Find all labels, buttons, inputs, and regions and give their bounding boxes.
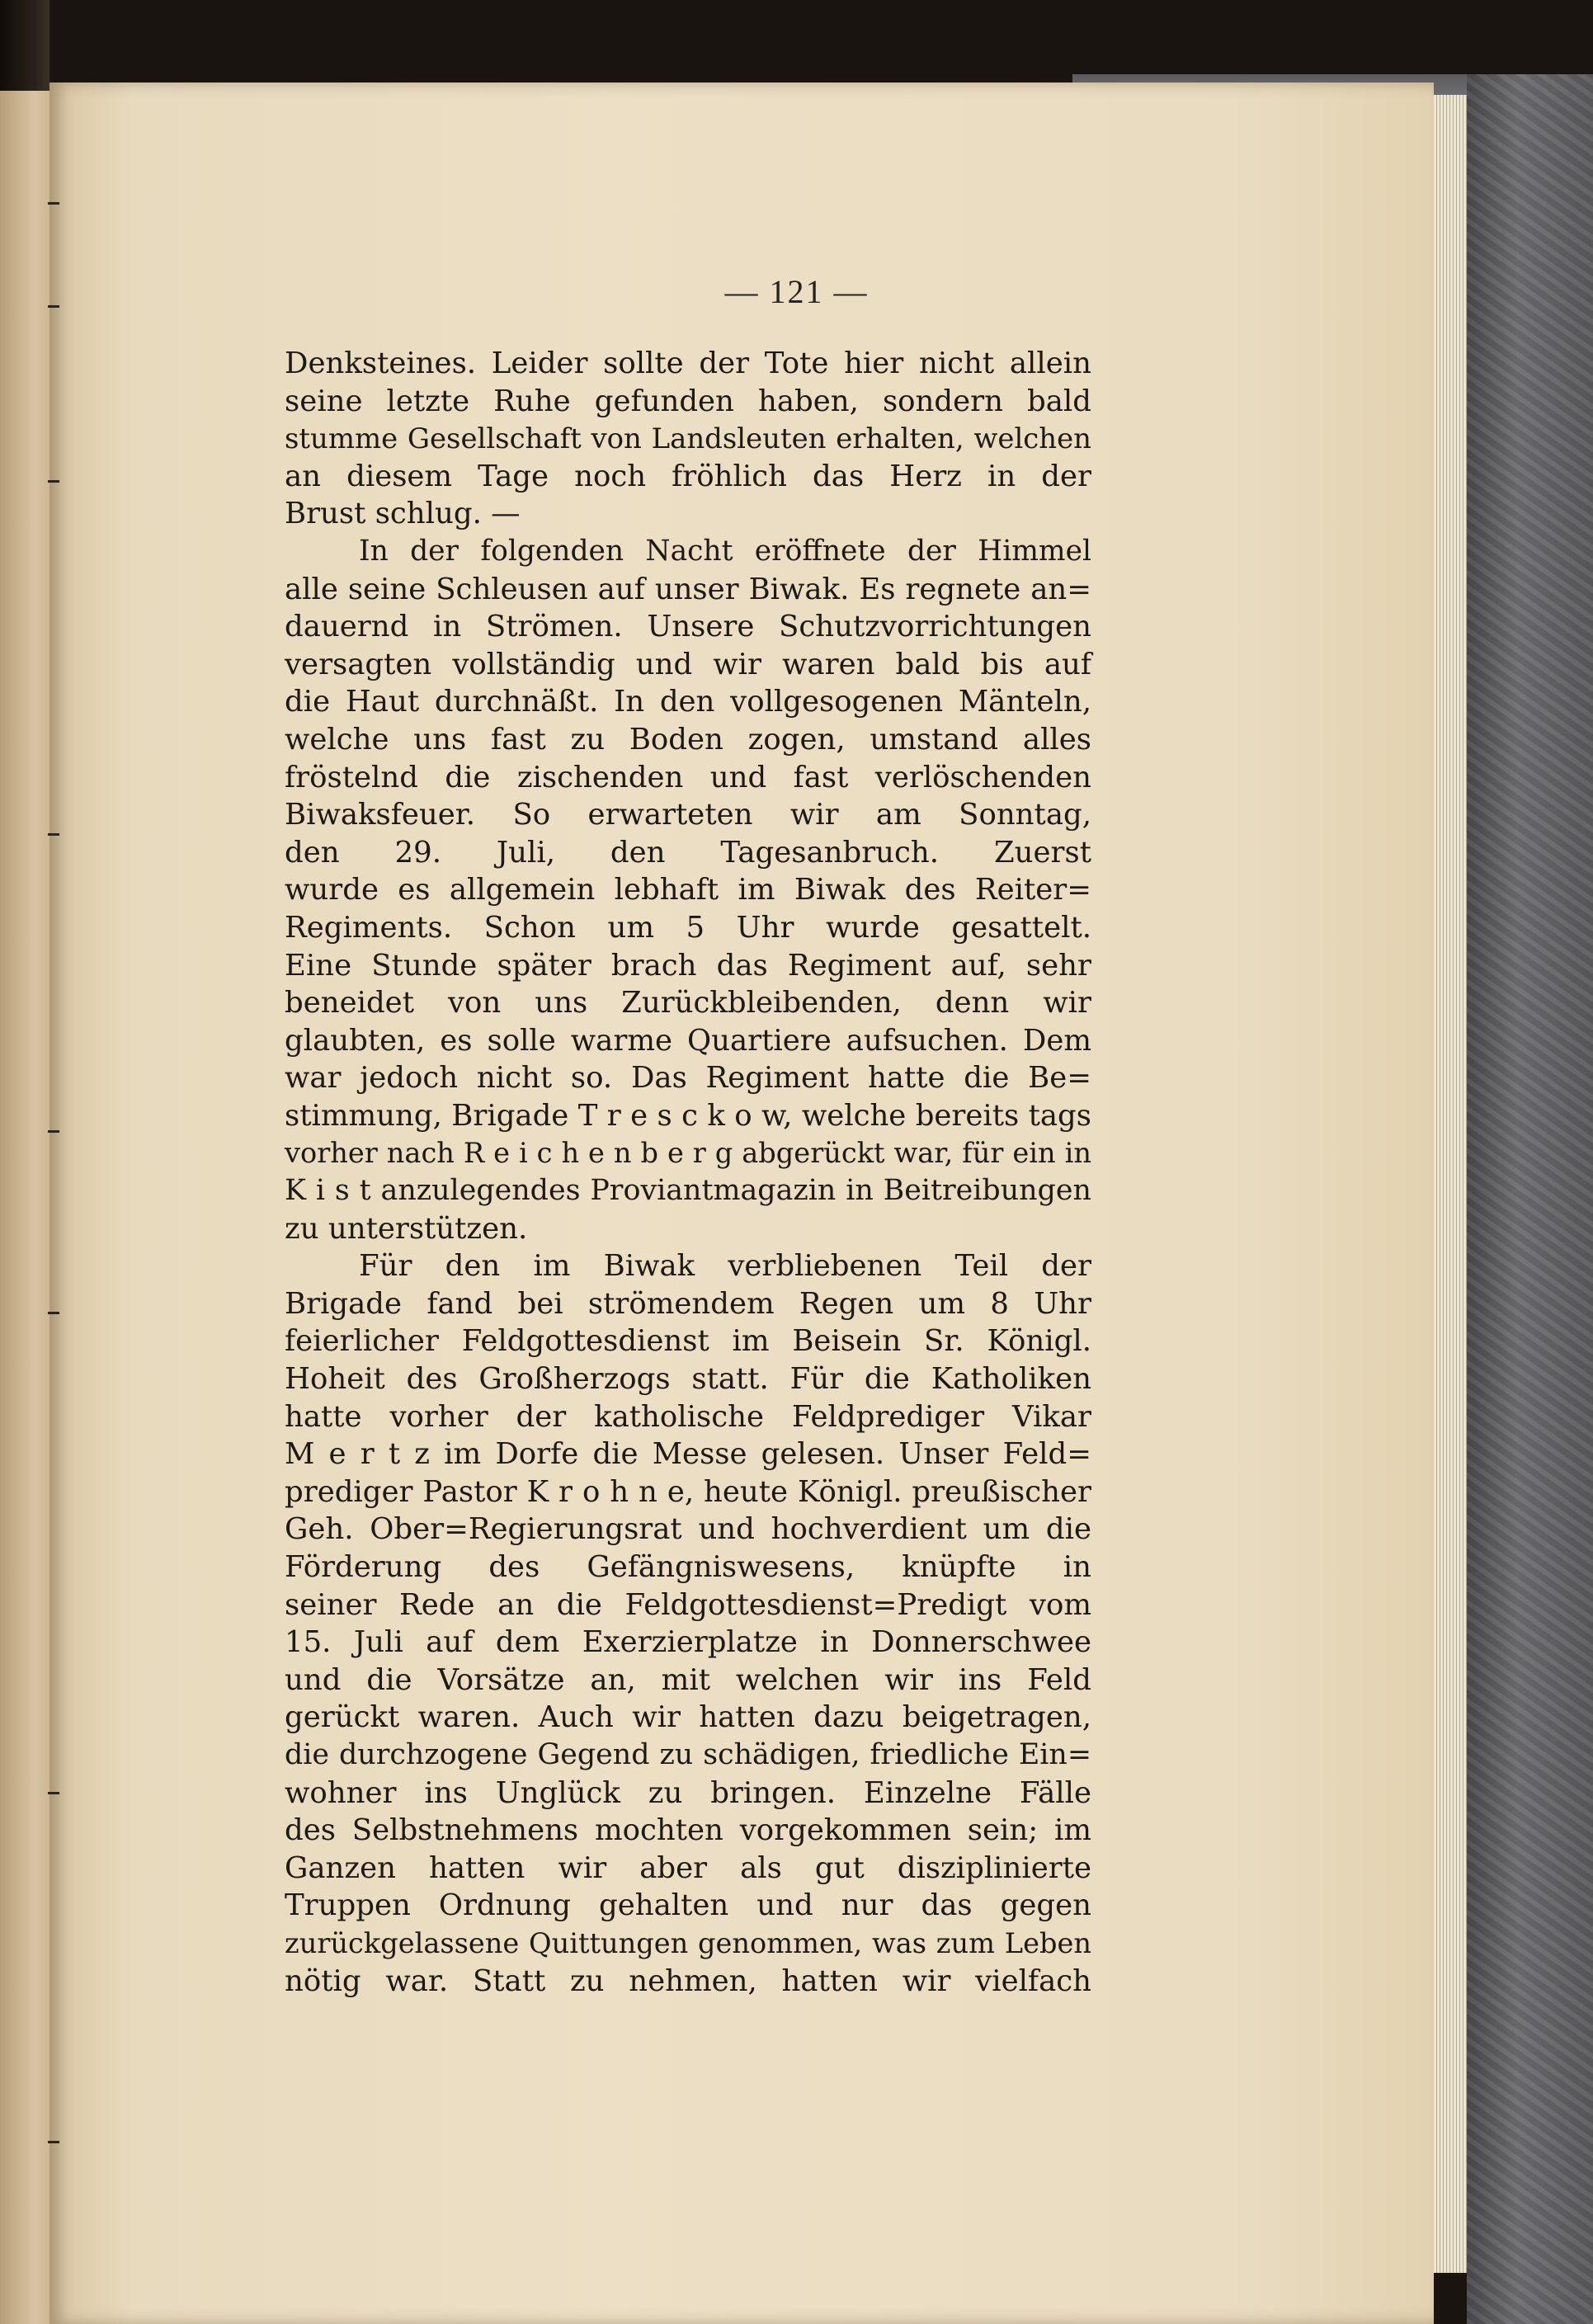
text-line: stimmung, Brigade T r e s c k o w, welche bereits tags bbox=[285, 1098, 1091, 1133]
binding-thread-mark bbox=[48, 1130, 59, 1133]
binding-thread-mark bbox=[48, 1312, 59, 1314]
text-line: des Selbstnehmens mochten vorgekommen sein; im bbox=[285, 1813, 1091, 1848]
text-line: Brust schlug. — bbox=[285, 497, 521, 531]
page-number bbox=[0, 272, 1593, 311]
text-line: prediger Pastor K r o h n e, heute Königl. preußischer bbox=[285, 1474, 1091, 1509]
text-line: Förderung des Gefängniswesens, knüpfte in bbox=[285, 1550, 1091, 1584]
text-line: wurde es allgemein lebhaft im Biwak des Reiter= bbox=[285, 873, 1091, 907]
body-text bbox=[285, 345, 1091, 2000]
binding-thread-mark bbox=[48, 480, 59, 483]
text-line: Für den im Biwak verbliebenen Teil der bbox=[359, 1249, 1091, 1284]
text-line: welche uns fast zu Boden zogen, umstand alles bbox=[285, 722, 1091, 757]
text-line: die durchzogene Gegend zu schädigen, friedliche Ein= bbox=[285, 1737, 1091, 1771]
text-line: den 29. Juli, den Tagesanbruch. Zuerst bbox=[285, 835, 1091, 870]
text-line: Regiments. Schon um 5 Uhr wurde gesattelt. bbox=[285, 910, 1091, 945]
text-line: hatte vorher der katholische Feldprediger Vikar bbox=[285, 1399, 1091, 1434]
text-line: K i s t anzulegendes Proviantmagazin in Beitreibungen bbox=[285, 1174, 1091, 1208]
text-line: Truppen Ordnung gehalten und nur das gegen bbox=[285, 1888, 1091, 1923]
binding-thread-mark bbox=[48, 833, 59, 836]
text-line: seiner Rede an die Feldgottesdienst=Predigt vom bbox=[285, 1587, 1091, 1622]
text-line: beneidet von uns Zurückbleibenden, denn wir bbox=[285, 986, 1091, 1021]
text-line: feierlicher Feldgottesdienst im Beisein Sr. Königl. bbox=[285, 1324, 1091, 1359]
text-line: vorher nach R e i c h e n b e r g abgerückt war, für ein in bbox=[285, 1137, 1091, 1170]
text-line: Hoheit des Großherzogs statt. Für die Katholiken bbox=[285, 1362, 1091, 1397]
text-line: stumme Gesellschaft von Landsleuten erhalten, welchen bbox=[285, 422, 1091, 455]
text-line: In der folgenden Nacht eröffnete der Himmel bbox=[359, 534, 1091, 568]
text-line: zu unterstützen. bbox=[285, 1211, 528, 1246]
page-number-text: — 121 — bbox=[724, 273, 869, 310]
text-line: glaubten, es solle warme Quartiere aufsuchen. Dem bbox=[285, 1023, 1091, 1058]
text-line: Ganzen hatten wir aber als gut disziplinierte bbox=[285, 1850, 1091, 1885]
text-line: versagten vollständig und wir waren bald bis auf bbox=[285, 647, 1091, 681]
book-cover-right bbox=[1467, 74, 1593, 2324]
text-line: zurückgelassene Quittungen genommen, was zum Leben bbox=[285, 1926, 1091, 1959]
binding-thread-mark bbox=[48, 202, 59, 205]
page-stack-edge bbox=[1434, 95, 1467, 2273]
text-line: seine letzte Ruhe gefunden haben, sondern bald bbox=[285, 384, 1091, 418]
text-line: M e r t z im Dorfe die Messe gelesen. Unser Feld= bbox=[285, 1437, 1091, 1472]
text-line: wohner ins Unglück zu bringen. Einzelne Fälle bbox=[285, 1775, 1091, 1810]
text-line: alle seine Schleusen auf unser Biwak. Es regnete an= bbox=[285, 572, 1091, 606]
text-line: Eine Stunde später brach das Regiment auf, sehr bbox=[285, 948, 1091, 983]
binding-thread-mark bbox=[48, 1792, 59, 1794]
text-line: war jedoch nicht so. Das Regiment hatte die Be= bbox=[285, 1061, 1091, 1096]
text-line: gerückt waren. Auch wir hatten dazu beigetragen, bbox=[285, 1700, 1091, 1735]
text-line: 15. Juli auf dem Exerzierplatze in Donnerschwee bbox=[285, 1625, 1091, 1660]
text-line: nötig war. Statt zu nehmen, hatten wir vielfach bbox=[285, 1963, 1091, 1998]
text-line: Brigade fand bei strömendem Regen um 8 Uhr bbox=[285, 1286, 1091, 1321]
text-line: die Haut durchnäßt. In den vollgesogenen Mänteln, bbox=[285, 685, 1091, 719]
text-line: fröstelnd die zischenden und fast verlöschenden bbox=[285, 760, 1091, 794]
text-line: Biwaksfeuer. So erwarteten wir am Sonntag, bbox=[285, 798, 1091, 832]
text-line: Geh. Ober=Regierungsrat und hochverdient um die bbox=[285, 1512, 1091, 1547]
text-line: dauernd in Strömen. Unsere Schutzvorrichtungen bbox=[285, 610, 1091, 644]
text-line: an diesem Tage noch fröhlich das Herz in der bbox=[285, 459, 1091, 493]
text-line: Denksteines. Leider sollte der Tote hier nicht allein bbox=[285, 346, 1091, 380]
text-line: und die Vorsätze an, mit welchen wir ins Feld bbox=[285, 1662, 1091, 1697]
binding-thread-mark bbox=[48, 2141, 59, 2143]
